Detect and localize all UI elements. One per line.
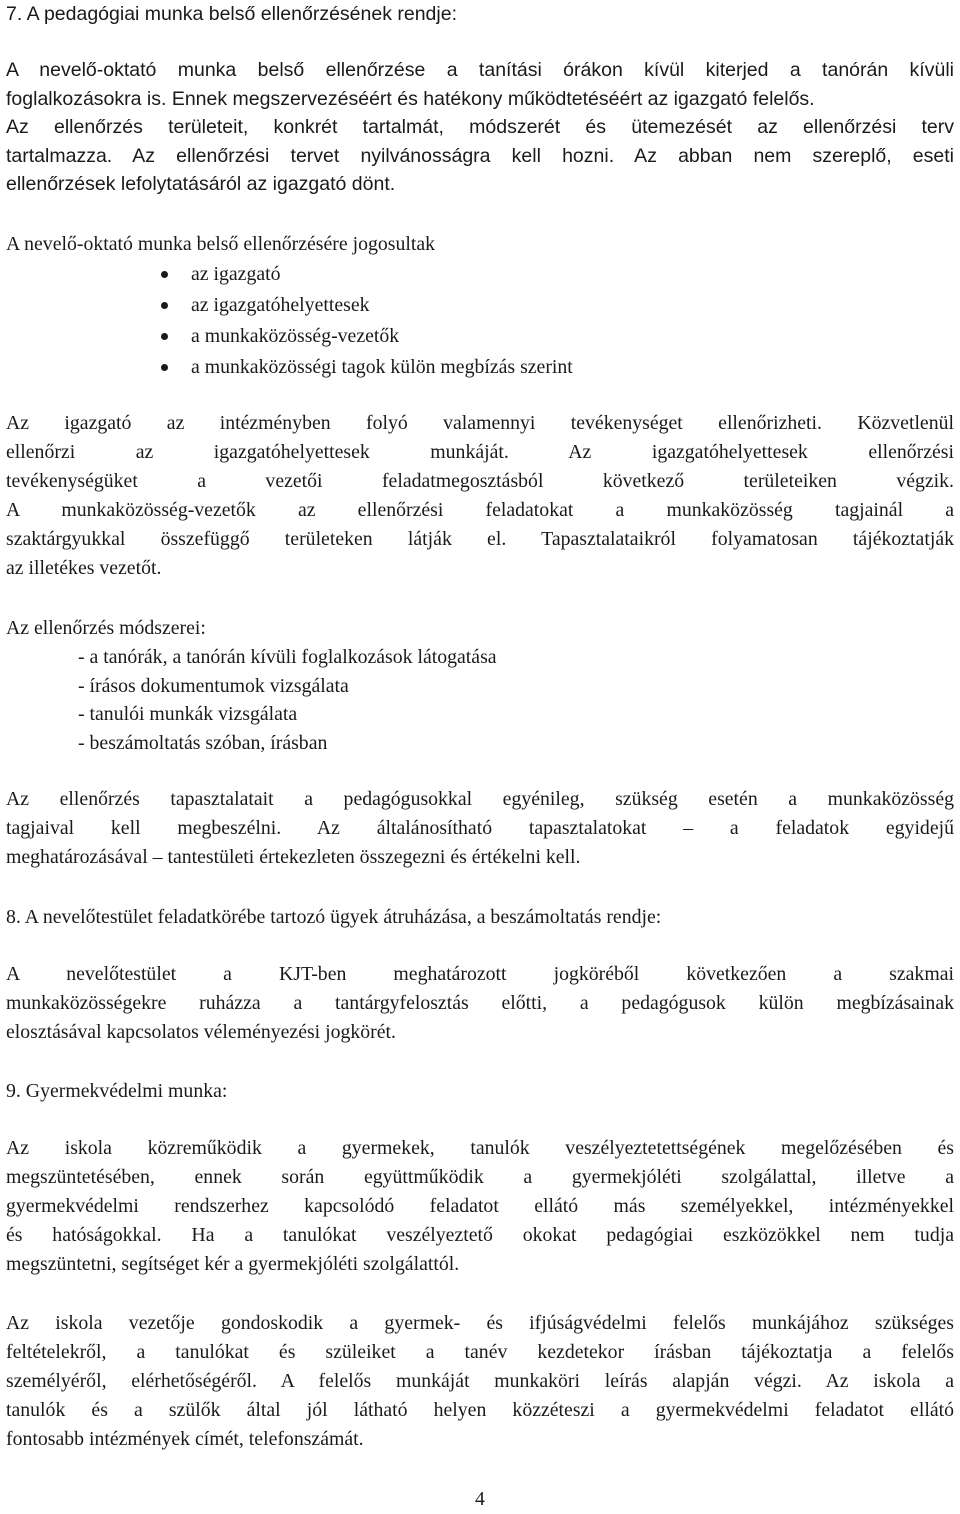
text-line: tagjaival kell megbeszélni. Az általánosítható tapasztalatokat – a feladatok egyidejű [6, 817, 954, 839]
text-line: ellenőrzések lefolytatásáról az igazgató dönt. [6, 173, 396, 195]
text-line: Az iskola közreműködik a gyermekek, tanulók veszélyeztetettségének megelőzésében és [6, 1137, 954, 1159]
bullet-icon [161, 364, 168, 371]
section-9-paragraph-2 [6, 1309, 954, 1454]
text-line: megszüntetésében, ennek során együttműködik a gyermekjóléti szolgálattal, illetve a [6, 1166, 954, 1188]
bullet-icon [161, 271, 168, 278]
text-line: meghatározásával – tantestületi értekezleten összegezni és értékelni kell. [6, 846, 581, 868]
list-item: az igazgatóhelyettesek [0, 291, 960, 322]
section-7-paragraph-2 [6, 409, 954, 583]
text-line: elosztásával kapcsolatos véleményezési jogkörét. [6, 1021, 396, 1043]
text-line: és hatóságokkal. Ha a tanulókat veszélyeztető okokat pedagógiai eszközökkel nem tudja [6, 1224, 954, 1246]
list-item: - írásos dokumentumok vizsgálata [78, 674, 349, 697]
text-line: munkaközösségekre ruházza a tantárgyfelosztás előtti, a pedagógusok külön megbízásainak [6, 992, 954, 1014]
text-line: megszüntetni, segítséget kér a gyermekjóléti szolgálattól. [6, 1253, 460, 1275]
text-line: Az ellenőrzés tapasztalatait a pedagógusokkal egyénileg, szükség esetén a munkaközösség [6, 788, 954, 810]
text-line: gyermekvédelmi rendszerhez kapcsolódó feladatot ellátó más személyekkel, intézményekkel [6, 1195, 954, 1217]
section-8-heading: 8. A nevelőtestület feladatkörébe tartozó ügyek átruházása, a beszámoltatás rendje: [6, 906, 662, 928]
list-item: - a tanórák, a tanórán kívüli foglalkozások látogatása [78, 646, 497, 668]
text-line: tevékenységüket a vezetői feladatmegosztásból következő területeiken végzik. [6, 470, 954, 492]
list-item: az igazgató [0, 260, 960, 291]
list-item: - tanulói munkák vizsgálata [78, 703, 298, 725]
text-line: személyéről, elérhetőségéről. A felelős munkáját munkaköri leírás alapján végzi. Az iskola a [6, 1370, 954, 1392]
text-line: A nevelő-oktató munka belső ellenőrzése a tanítási órákon kívül kiterjed a tanórán kívüli [6, 59, 954, 81]
methods-intro: Az ellenőrzés módszerei: [6, 617, 206, 639]
authorized-list [0, 260, 960, 384]
section-9-heading: 9. Gyermekvédelmi munka: [6, 1080, 228, 1102]
text-line: Az igazgató az intézményben folyó valamennyi tevékenységet ellenőrizheti. Közvetlenül [6, 412, 954, 434]
section-9-paragraph-1 [6, 1134, 954, 1279]
section-7-heading: 7. A pedagógiai munka belső ellenőrzésének rendje: [6, 3, 457, 25]
list-item: a munkaközösségi tagok külön megbízás szerint [0, 353, 960, 384]
text-line: foglalkozásokra is. Ennek megszervezéséért és hatékony működtetéséért az igazgató felelős. [6, 87, 815, 110]
text-line: tartalmazza. Az ellenőrzési tervet nyilvánosságra kell hozni. Az abban nem szereplő, eseti [6, 144, 954, 167]
text-line: fontosabb intézmények címét, telefonszámát. [6, 1428, 364, 1450]
authorized-intro: A nevelő-oktató munka belső ellenőrzésére jogosultak [6, 233, 436, 255]
list-item: a munkaközösség-vezetők [0, 322, 960, 353]
text-line: az illetékes vezetőt. [6, 557, 162, 579]
page-number: 4 [475, 1488, 485, 1510]
text-line: A nevelőtestület a KJT-ben meghatározott jogköréből következően a szakmai [6, 963, 954, 985]
section-8-paragraph [6, 960, 954, 1047]
section-7-paragraph-1 [6, 56, 954, 199]
text-line: A munkaközösség-vezetők az ellenőrzési feladatokat a munkaközösség tagjainál a [6, 499, 954, 521]
bullet-icon [161, 333, 168, 340]
text-line: Az iskola vezetője gondoskodik a gyermek- és ifjúságvédelmi felelős munkájához szükséges [6, 1312, 954, 1334]
section-7-paragraph-3 [6, 785, 954, 872]
methods-list [78, 643, 497, 757]
text-line: szaktárgyukkal összefüggő területeken látják el. Tapasztalataikról folyamatosan tájékoztatják [6, 528, 954, 550]
text-line: Az ellenőrzés területeit, konkrét tartalmát, módszerét és ütemezését az ellenőrzési terv [6, 116, 954, 138]
text-line: feltételekről, a tanulókat és szüleiket a tanév kezdetekor írásban tájékoztatja a felelős [6, 1341, 954, 1363]
list-item: - beszámoltatás szóban, írásban [78, 731, 328, 754]
bullet-icon [161, 302, 168, 309]
text-line: ellenőrzi az igazgatóhelyettesek munkáját. Az igazgatóhelyettesek ellenőrzési [6, 441, 954, 463]
text-line: tanulók és a szülők által jól látható helyen közzéteszi a gyermekvédelmi feladatot ellátó [6, 1399, 954, 1421]
